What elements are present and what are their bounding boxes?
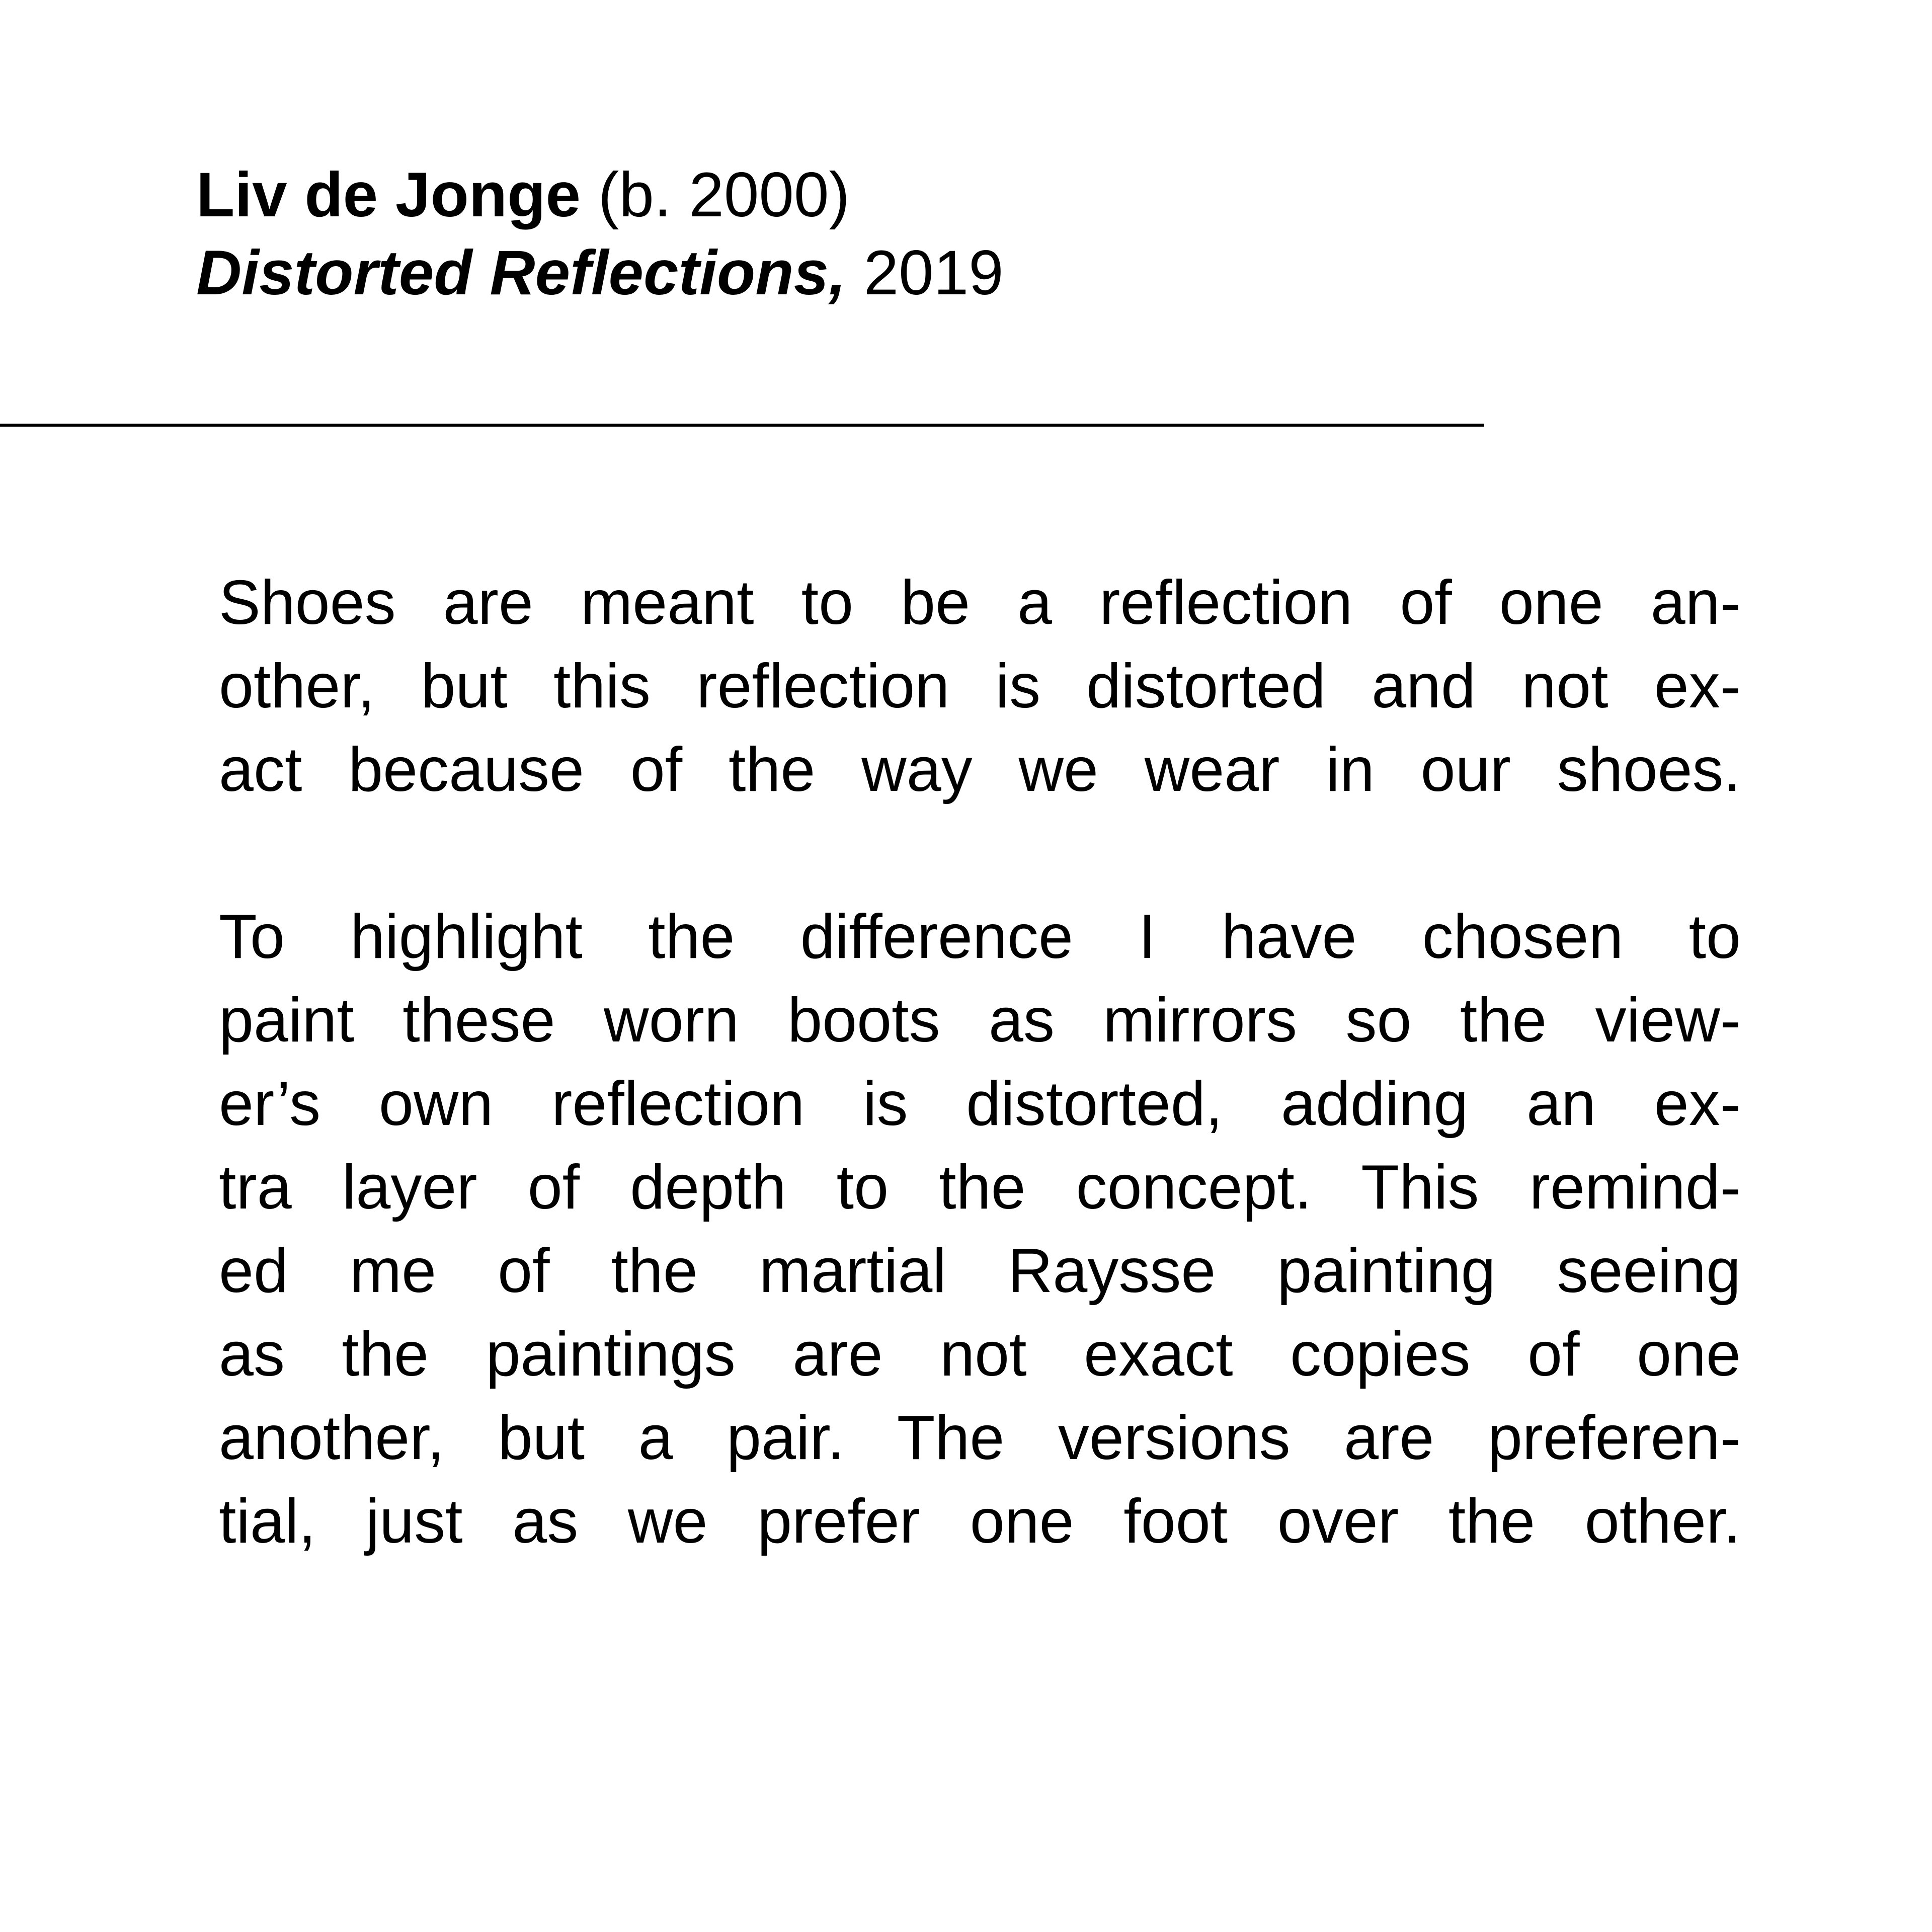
artist-name: Liv de Jonge xyxy=(196,160,581,230)
statement-paragraph-2 xyxy=(219,895,1741,1563)
artist-line xyxy=(196,156,1004,234)
statement-line: act because of the way we wear in our shoes. xyxy=(219,735,1741,804)
artist-statement xyxy=(219,561,1741,1563)
statement-line: tial, just as we prefer one foot over the other. xyxy=(219,1487,1741,1556)
artist-years: (b. 2000) xyxy=(598,160,850,230)
statement-line: another, but a pair. The versions are preferen- xyxy=(219,1403,1741,1473)
statement-line: er’s own reflection is distorted, adding an ex- xyxy=(219,1069,1741,1139)
statement-paragraph-1 xyxy=(219,561,1741,812)
artwork-year: 2019 xyxy=(863,238,1004,308)
statement-line: other, but this reflection is distorted and not ex- xyxy=(219,652,1741,721)
artwork-title: Distorted Reflections, xyxy=(196,238,846,308)
paragraph-gap xyxy=(219,812,1741,895)
label-header xyxy=(196,156,1004,312)
statement-line: To highlight the difference I have chosen to xyxy=(219,902,1741,972)
statement-line: Shoes are meant to be a reflection of one an- xyxy=(219,568,1741,637)
statement-line: paint these worn boots as mirrors so the view- xyxy=(219,986,1741,1055)
statement-line: tra layer of depth to the concept. This remind- xyxy=(219,1153,1741,1222)
statement-line: as the paintings are not exact copies of one xyxy=(219,1320,1741,1389)
artwork-line xyxy=(196,234,1004,312)
statement-line: ed me of the martial Raysse painting seeing xyxy=(219,1236,1741,1306)
divider-line xyxy=(0,424,1484,427)
